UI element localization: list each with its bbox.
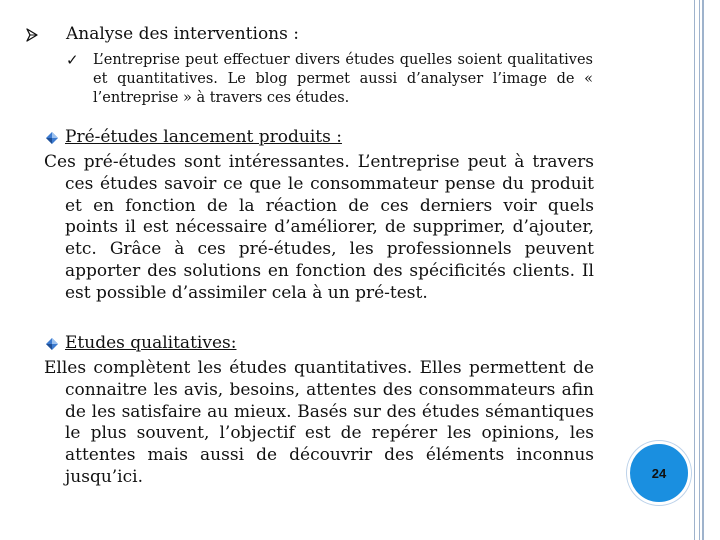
diamond-bullet-icon [45,337,59,351]
frame-line-middle [699,0,700,540]
sub-point-text: L’entreprise peut effectuer divers études quelles soient qualitatives et quantitatives. Le blog permet aussi d’analyser l’image de « l’entreprise » à travers ces études. [93,52,593,107]
diamond-bullet-icon [45,131,59,145]
item-heading-etudes-qualitatives: Etudes qualitatives: [65,333,237,353]
arrow-bullet-icon [25,28,39,42]
frame-line-right [702,0,704,540]
page-number-badge: 24 [627,441,691,505]
item-heading-pre-etudes: Pré-études lancement produits : [65,127,342,147]
item-body-etudes-qualitatives: Elles complètent les études quantitatives. Elles permettent de connaitre les avis, besoins, attentes des consommateurs afin de les satisfaire au mieux. Basés sur des études sémantiques le plus souvent, l’objectif est de repérer les opinions, les attentes mais aussi de découvrir des éléments inconnus jusqu’ici. [44,358,594,487]
checkmark-icon: ✓ [66,51,79,69]
section-title: Analyse des interventions : [66,24,299,44]
frame-line-left [694,0,695,540]
item-body-pre-etudes: Ces pré-études sont intéressantes. L’entreprise peut à travers ces études savoir ce que le consommateur pense du produit et en fonction de la réaction de ces derniers voir quels points il est nécessaire d’améliorer, de supprimer, d’ajouter, etc. Grâce à ces pré-études, les professionnels peuvent apporter des solutions en fonction des spécificités clients. Il est possible d’assimiler cela à un pré-test. [44,152,594,303]
